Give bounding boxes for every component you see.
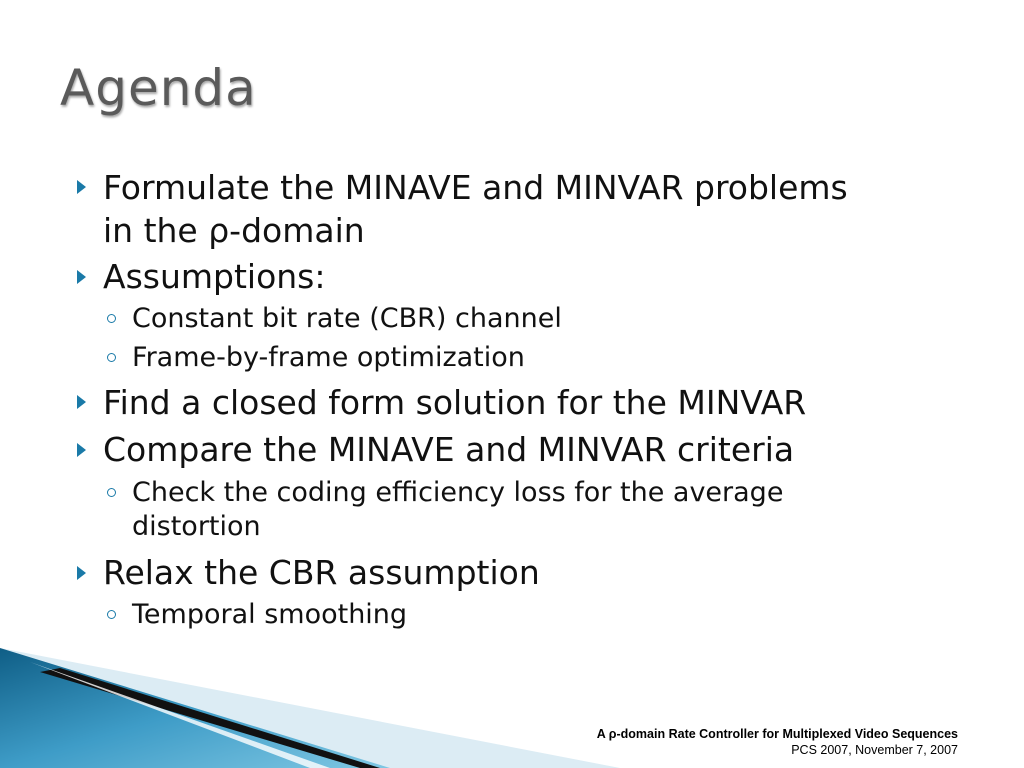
sub-bullet-circle-icon bbox=[107, 610, 116, 619]
bullet-text: Compare the MINAVE and MINVAR criteria bbox=[103, 430, 795, 469]
sub-bullet-text: Check the coding efficiency loss for the average bbox=[132, 477, 784, 508]
footer-presentation-title: A ρ-domain Rate Controller for Multiplexed Video Sequences bbox=[596, 727, 958, 741]
slide-title: Agenda bbox=[60, 59, 257, 117]
sub-bullet-text: Temporal smoothing bbox=[132, 599, 408, 630]
footer-event-date: PCS 2007, November 7, 2007 bbox=[791, 743, 958, 757]
corner-decoration bbox=[0, 640, 620, 768]
slide-footer bbox=[597, 726, 958, 758]
sub-bullet-text: Constant bit rate (CBR) channel bbox=[132, 303, 562, 334]
bullet-text-continued: in the ρ-domain bbox=[103, 211, 365, 250]
sub-bullet-text-continued: distortion bbox=[132, 511, 261, 542]
bullet-arrow-icon bbox=[77, 395, 86, 409]
sub-bullet-circle-icon bbox=[107, 314, 116, 323]
sub-bullet-text: Frame-by-frame optimization bbox=[132, 342, 525, 373]
bullet-arrow-icon bbox=[77, 443, 86, 457]
bullet-text: Formulate the MINAVE and MINVAR problems bbox=[103, 168, 848, 207]
sub-bullet-circle-icon bbox=[107, 353, 116, 362]
bullet-text: Find a closed form solution for the MINVAR bbox=[103, 383, 807, 422]
bullet-text: Relax the CBR assumption bbox=[103, 553, 540, 592]
bullet-text: Assumptions: bbox=[103, 257, 326, 296]
sub-bullet-circle-icon bbox=[107, 488, 116, 497]
decoration-blue-wedge bbox=[0, 648, 390, 768]
bullet-arrow-icon bbox=[77, 270, 86, 284]
bullet-arrow-icon bbox=[77, 566, 86, 580]
bullet-arrow-icon bbox=[77, 180, 86, 194]
